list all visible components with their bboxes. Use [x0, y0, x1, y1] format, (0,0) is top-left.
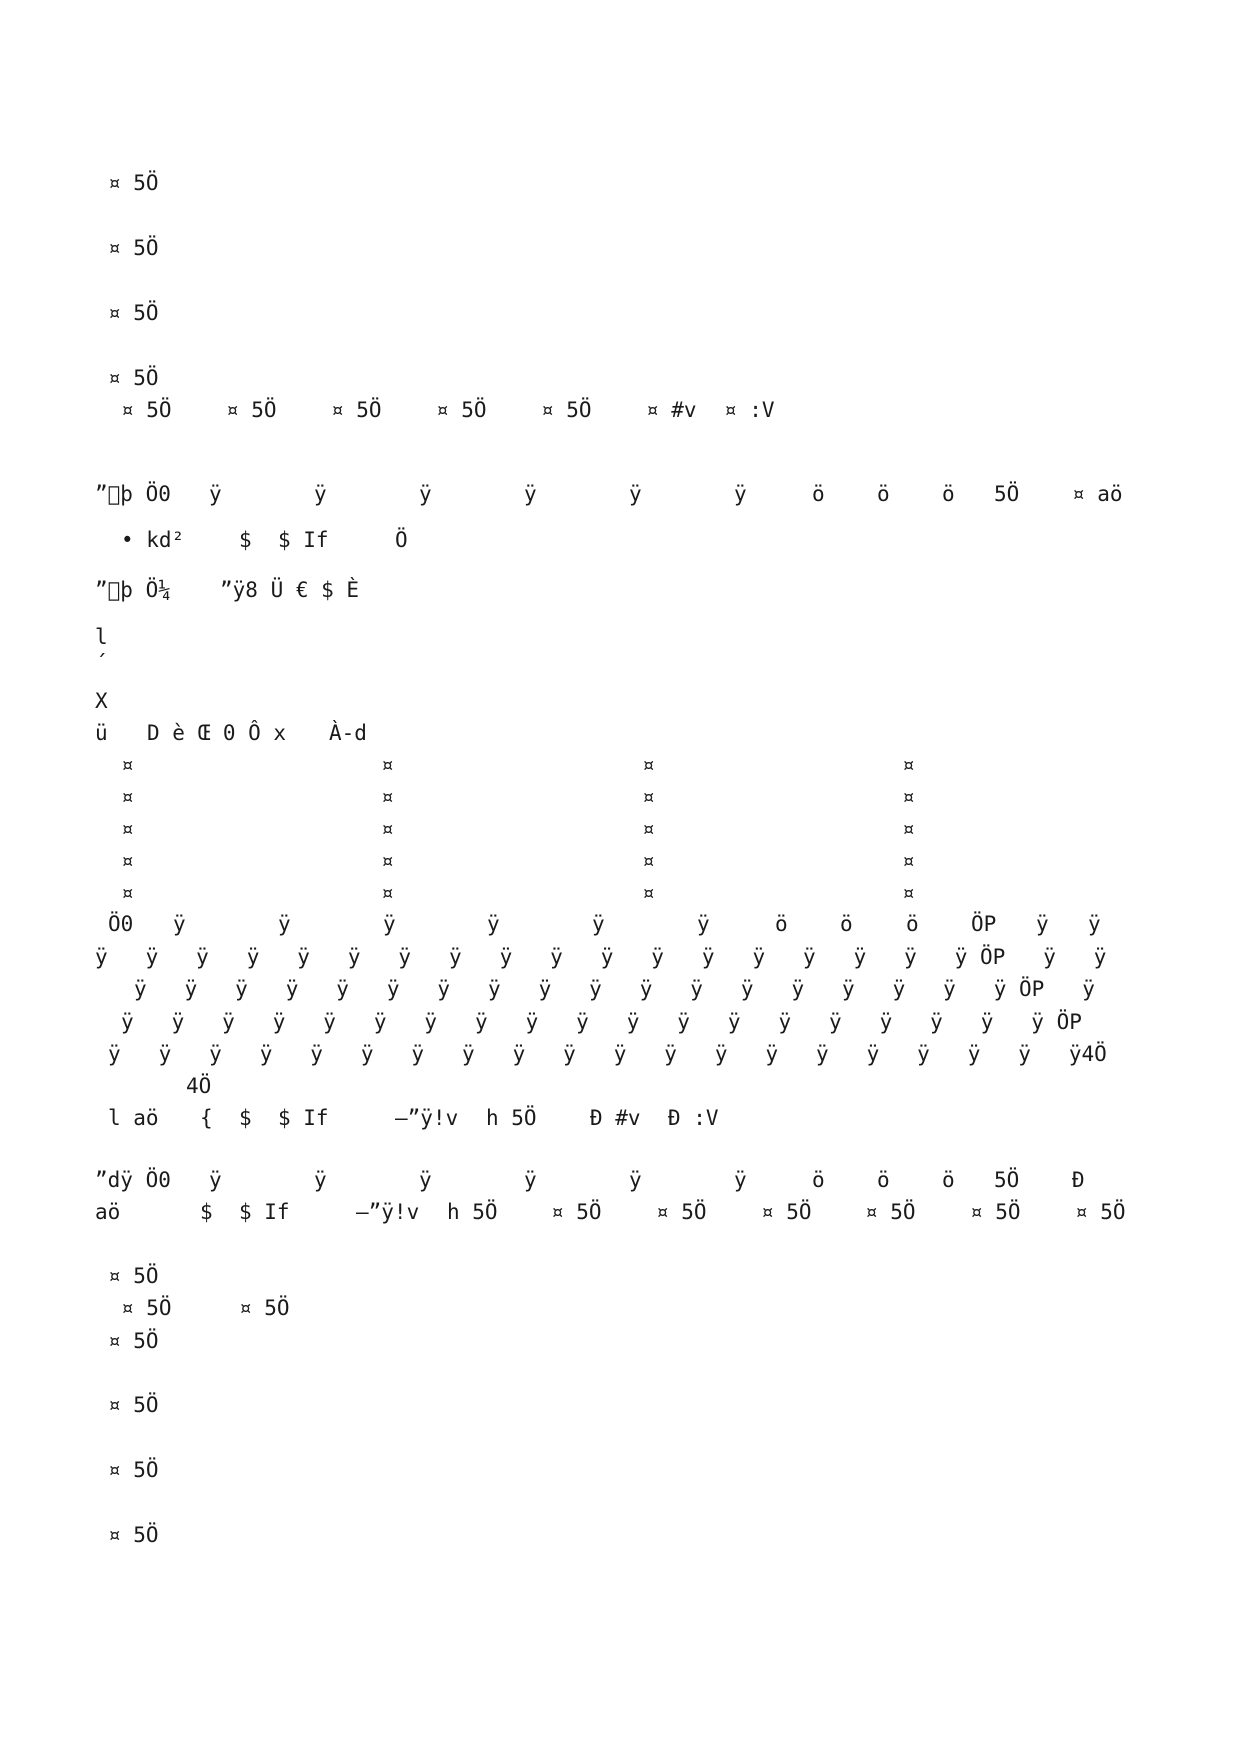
text-fragment: ö — [877, 1168, 890, 1192]
text-fragment: 5Ö — [994, 1168, 1020, 1192]
text-fragment: ¤ — [381, 881, 394, 905]
text-fragment: ¤ — [121, 817, 134, 841]
text-fragment: Ð — [1072, 1168, 1085, 1192]
text-fragment: l — [95, 625, 108, 649]
text-fragment: ¤ — [381, 785, 394, 809]
text-fragment: ÿ — [629, 482, 642, 506]
text-fragment: ¤ 5Ö — [226, 398, 277, 422]
text-fragment: ÿ — [209, 482, 222, 506]
text-fragment: ¤ — [642, 753, 655, 777]
text-fragment: ¤ 5Ö — [239, 1296, 290, 1320]
text-fragment: $ If — [278, 1106, 329, 1130]
text-fragment: ÿ — [383, 912, 396, 936]
text-fragment: Ð :V — [668, 1106, 719, 1130]
text-fragment: À-d — [329, 721, 367, 745]
text-fragment: ¤ — [121, 849, 134, 873]
text-fragment: ÿ — [1088, 912, 1101, 936]
text-fragment: ÿ — [278, 912, 291, 936]
text-fragment: { — [200, 1106, 213, 1130]
text-fragment: ¤ 5Ö — [108, 1329, 159, 1353]
text-fragment: $ — [200, 1200, 213, 1224]
text-fragment: ¤ — [381, 817, 394, 841]
text-fragment: $ — [239, 528, 252, 552]
text-fragment: ¤ 5Ö — [1075, 1200, 1126, 1224]
text-fragment: ¤ — [381, 753, 394, 777]
text-fragment: ÿ — [524, 482, 537, 506]
text-fragment: –”ÿ!v — [356, 1200, 420, 1224]
text-fragment: ÿ ÿ ÿ ÿ ÿ ÿ ÿ ÿ ÿ ÿ ÿ ÿ ÿ ÿ ÿ ÿ ÿ ÿ ÖP ÿ ÿ — [95, 945, 1107, 969]
text-fragment: ¤ — [642, 817, 655, 841]
text-fragment: ÿ — [173, 912, 186, 936]
text-fragment: ¤ — [902, 817, 915, 841]
text-fragment: ÿ — [209, 1168, 222, 1192]
text-fragment: ö — [775, 912, 788, 936]
text-fragment: ¤ — [902, 785, 915, 809]
text-fragment: ”dÿ Ö0 — [95, 1168, 171, 1192]
text-fragment: ÿ — [419, 1168, 432, 1192]
text-fragment: ¤ — [902, 849, 915, 873]
text-fragment: ¤ — [381, 849, 394, 873]
text-fragment: ¤ 5Ö — [331, 398, 382, 422]
text-fragment: ¤ #v — [646, 398, 697, 422]
text-fragment: ¤ — [121, 785, 134, 809]
text-fragment: ¤ 5Ö — [108, 1393, 159, 1417]
text-fragment: ¤ 5Ö — [761, 1200, 812, 1224]
text-fragment: ö — [942, 1168, 955, 1192]
text-fragment: aö — [95, 1200, 121, 1224]
text-fragment: Ð #v — [590, 1106, 641, 1130]
text-fragment: ÿ — [314, 482, 327, 506]
text-fragment: ö — [877, 482, 890, 506]
text-fragment: ” þ Ö¼ — [95, 578, 171, 602]
text-fragment: h 5Ö — [486, 1106, 537, 1130]
text-fragment: 5Ö — [994, 482, 1020, 506]
text-fragment: ¤ 5Ö — [121, 1296, 172, 1320]
text-fragment: D è Œ 0 Ô x — [147, 721, 287, 745]
text-fragment: Ö0 — [108, 912, 134, 936]
text-fragment: ÿ — [629, 1168, 642, 1192]
text-fragment: ¤ 5Ö — [865, 1200, 916, 1224]
text-fragment: ö — [812, 1168, 825, 1192]
text-fragment: ¤ 5Ö — [436, 398, 487, 422]
text-fragment: ¤ 5Ö — [108, 171, 159, 195]
text-fragment: ÿ — [734, 1168, 747, 1192]
text-fragment: ¤ — [642, 785, 655, 809]
text-fragment: ÿ — [697, 912, 710, 936]
text-fragment: ”ÿ8 Ü € $ È — [220, 578, 360, 602]
text-fragment: ö — [812, 482, 825, 506]
text-fragment: l aö — [108, 1106, 159, 1130]
text-fragment: ¤ 5Ö — [108, 366, 159, 390]
text-fragment: ¤ 5Ö — [541, 398, 592, 422]
text-fragment: ´ — [95, 651, 108, 675]
text-fragment: ¤ — [121, 753, 134, 777]
text-fragment: X — [95, 689, 108, 713]
text-fragment: ¤ 5Ö — [970, 1200, 1021, 1224]
text-fragment: $ If — [278, 528, 329, 552]
text-fragment: ÖP — [971, 912, 997, 936]
text-fragment: ” þ Ö0 — [95, 482, 171, 506]
text-fragment: ö — [906, 912, 919, 936]
text-fragment: ö — [840, 912, 853, 936]
text-fragment: ¤ 5Ö — [656, 1200, 707, 1224]
text-fragment: ¤ — [642, 849, 655, 873]
text-fragment: ÿ — [1036, 912, 1049, 936]
text-fragment: $ — [239, 1106, 252, 1130]
text-fragment: ¤ — [121, 881, 134, 905]
text-fragment: ¤ — [642, 881, 655, 905]
text-fragment: Ö — [395, 528, 408, 552]
text-fragment: $ If — [239, 1200, 290, 1224]
text-fragment: ÿ — [419, 482, 432, 506]
text-fragment: ÿ — [524, 1168, 537, 1192]
text-fragment: ÿ ÿ ÿ ÿ ÿ ÿ ÿ ÿ ÿ ÿ ÿ ÿ ÿ ÿ ÿ ÿ ÿ ÿ ÿ ÖP — [121, 1010, 1082, 1034]
text-fragment: ÿ ÿ ÿ ÿ ÿ ÿ ÿ ÿ ÿ ÿ ÿ ÿ ÿ ÿ ÿ ÿ ÿ ÿ ÖP ÿ — [134, 977, 1095, 1001]
text-fragment: ¤ aö — [1072, 482, 1123, 506]
text-fragment: ¤ 5Ö — [108, 1264, 159, 1288]
text-fragment: ÿ — [487, 912, 500, 936]
text-fragment: –”ÿ!v — [395, 1106, 459, 1130]
text-fragment: h 5Ö — [447, 1200, 498, 1224]
text-fragment: 4Ö — [186, 1074, 212, 1098]
text-fragment: ¤ — [902, 753, 915, 777]
text-fragment: ¤ 5Ö — [121, 398, 172, 422]
text-fragment: ö — [942, 482, 955, 506]
text-fragment: ¤ 5Ö — [108, 236, 159, 260]
text-fragment: ¤ :V — [724, 398, 775, 422]
text-fragment: ÿ — [734, 482, 747, 506]
text-fragment: ÿ — [592, 912, 605, 936]
text-fragment: ¤ 5Ö — [108, 1458, 159, 1482]
text-fragment: ¤ — [902, 881, 915, 905]
text-fragment: ÿ — [314, 1168, 327, 1192]
text-fragment: ¤ 5Ö — [108, 301, 159, 325]
text-fragment: • kd² — [121, 528, 185, 552]
text-fragment: ¤ 5Ö — [551, 1200, 602, 1224]
text-fragment: ü — [95, 721, 108, 745]
text-fragment: ÿ ÿ ÿ ÿ ÿ ÿ ÿ ÿ ÿ ÿ ÿ ÿ ÿ ÿ ÿ ÿ ÿ ÿ ÿ ÿ4Ö — [108, 1042, 1107, 1066]
text-fragment: ¤ 5Ö — [108, 1523, 159, 1547]
